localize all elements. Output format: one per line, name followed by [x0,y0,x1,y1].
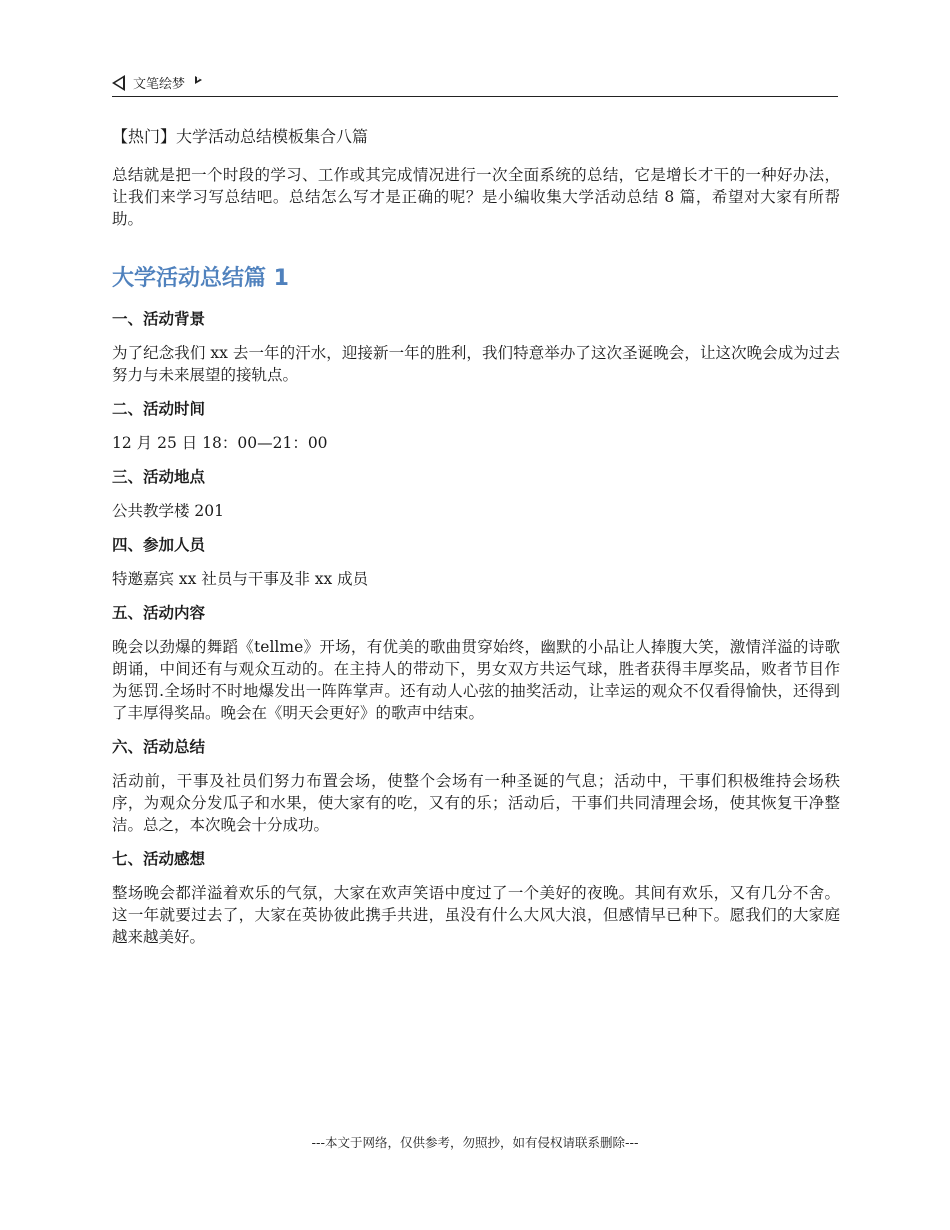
page-header [112,70,838,97]
brand-name: 文笔绘梦 [133,77,186,92]
subheading-location: 三、活动地点 [112,468,206,486]
page-footer: ---本文于网络，仅供参考，勿照抄，如有侵权请联系删除--- [311,1135,639,1150]
subheading-background: 一、活动背景 [112,310,206,328]
right-triangle-icon [195,76,202,84]
paragraph-summary: 活动前，干事及社员们努力布置会场，使整个会场有一种圣诞的气息；活动中，干事们积极维持会场秩序，为观众分发瓜子和水果，使大家有的吃，又有的乐；活动后，干事们共同清理会场，使其恢复干净整洁。总之，本次晚会十分成功。 [112,772,840,834]
paragraph-background: 为了纪念我们 xx 去一年的汗水，迎接新一年的胜利，我们特意举办了这次圣诞晚会，让这次晚会成为过去努力与未来展望的接轨点。 [112,344,840,384]
subheading-content: 五、活动内容 [112,604,206,622]
subheading-participants: 四、参加人员 [112,536,206,554]
intro-paragraph: 总结就是把一个时段的学习、工作或其完成情况进行一次全面系统的总结，它是增长才干的一种好办法，让我们来学习写总结吧。总结怎么写才是正确的呢？是小编收集大学活动总结 8 篇，希望对大家有所帮助。 [112,166,840,228]
subheading-reflection: 七、活动感想 [112,850,206,868]
paragraph-reflection: 整场晚会都洋溢着欢乐的气氛，大家在欢声笑语中度过了一个美好的夜晚。其间有欢乐，又有几分不舍。这一年就要过去了，大家在英协彼此携手共进，虽没有什么大风大浪，但感情早已种下。愿我们的大家庭越来越美好。 [112,884,840,946]
subheading-time: 二、活动时间 [112,400,206,418]
paragraph-location: 公共教学楼 201 [112,502,225,520]
brand-logo [112,73,202,92]
document-title: 【热门】大学活动总结模板集合八篇 [112,127,369,146]
paragraph-content: 晚会以劲爆的舞蹈《tellme》开场，有优美的歌曲贯穿始终，幽默的小品让人捧腹大笑，激情洋溢的诗歌朗诵，中间还有与观众互动的。在主持人的带动下，男女双方共运气球，胜者获得丰厚奖品，败者节目作为惩罚.全场时不时地爆发出一阵阵掌声。还有动人心弦的抽奖活动，让幸运的观众不仅看得愉快，还得到了丰厚得奖品。晚会在《明天会更好》的歌声中结束。 [112,638,840,722]
paragraph-time: 12 月 25 日 18：00—21：00 [112,434,328,452]
section-heading: 大学活动总结篇 1 [112,266,289,291]
document-body [112,126,840,960]
left-triangle-icon [112,75,125,91]
paragraph-participants: 特邀嘉宾 xx 社员与干事及非 xx 成员 [112,570,369,588]
subheading-summary: 六、活动总结 [112,738,206,756]
